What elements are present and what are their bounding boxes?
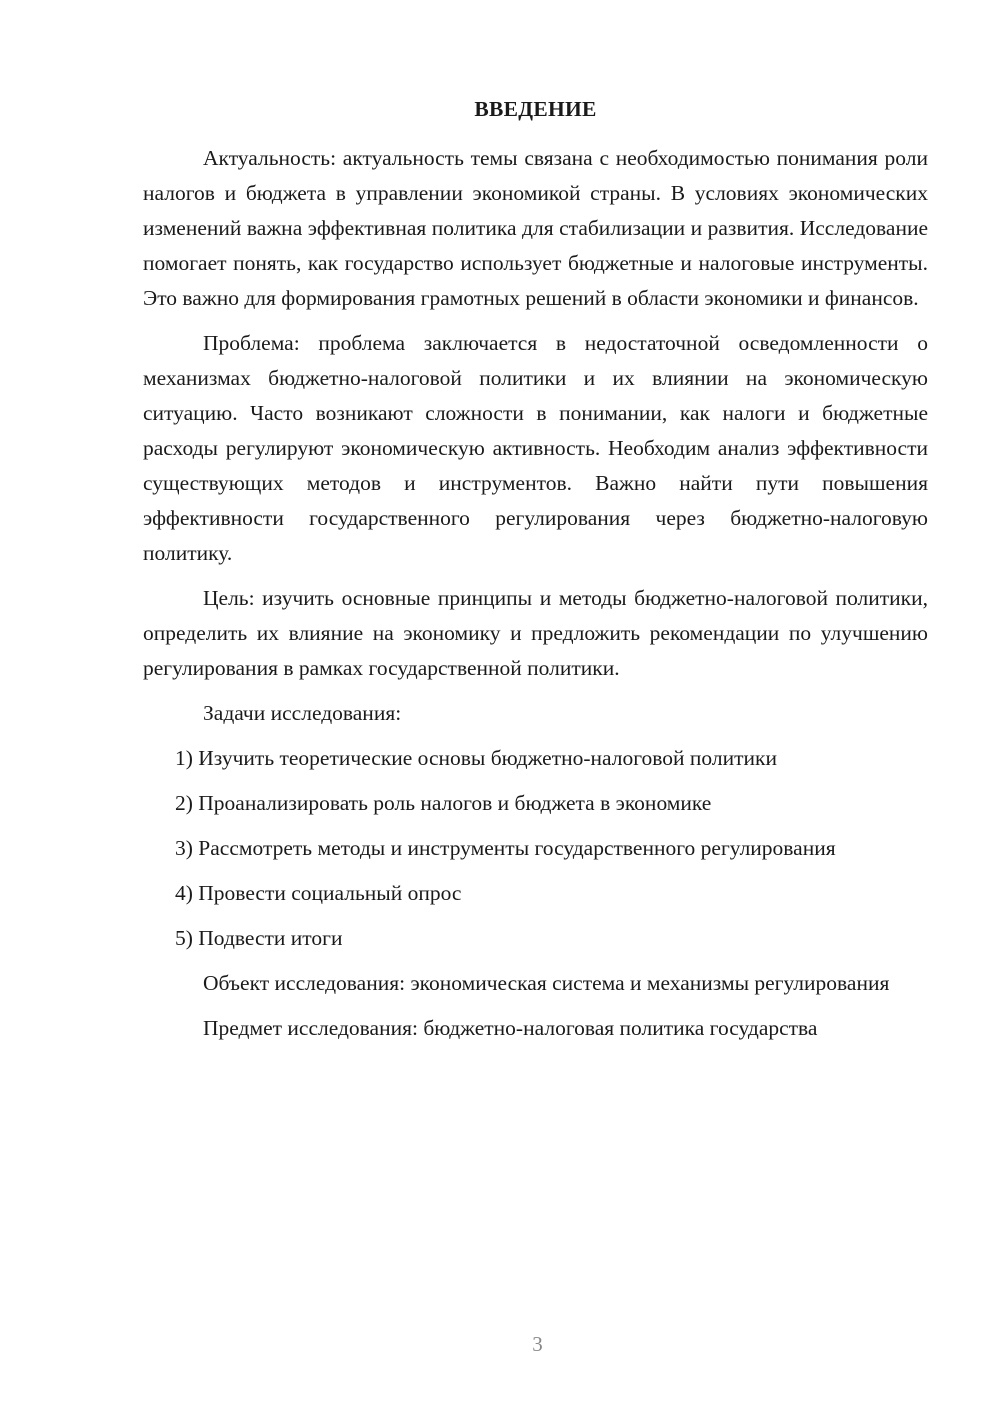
paragraph-problem: Проблема: проблема заключается в недостаточной осведомленности о механизмах бюджетно-налоговой политики и их влиянии на экономическую ситуацию. Часто возникают сложности в понимании, как налоги и бюджетные расходы регулируют экономическую активность. Необходим анализ эффективности существующих методов и инструментов. Важно найти пути повышения эффективности государственного регулирования через бюджетно-налоговую политику. xyxy=(143,331,928,565)
task-item-4: 4) Провести социальный опрос xyxy=(175,881,462,905)
paragraph-goal: Цель: изучить основные принципы и методы бюджетно-налоговой политики, определить их влияние на экономику и предложить рекомендации по улучшению регулирования в рамках государственной политики. xyxy=(143,586,928,680)
paragraph-subject: Предмет исследования: бюджетно-налоговая политика государства xyxy=(203,1016,818,1040)
paragraph-object: Объект исследования: экономическая система и механизмы регулирования xyxy=(203,971,890,995)
task-item-2: 2) Проанализировать роль налогов и бюджета в экономике xyxy=(175,791,712,815)
task-item-1: 1) Изучить теоретические основы бюджетно-налоговой политики xyxy=(175,746,777,770)
tasks-heading: Задачи исследования: xyxy=(203,701,402,725)
page-body xyxy=(143,92,928,1056)
paragraph-relevance: Актуальность: актуальность темы связана с необходимостью понимания роли налогов и бюджета в управлении экономикой страны. В условиях экономических изменений важна эффективная политика для стабилизации и развития. Исследование помогает понять, как государство использует бюджетные и налоговые инструменты. Это важно для формирования грамотных решений в области экономики и финансов. xyxy=(143,146,928,310)
task-item-5: 5) Подвести итоги xyxy=(175,926,343,950)
task-item-3: 3) Рассмотреть методы и инструменты государственного регулирования xyxy=(175,836,836,860)
page-number: 3 xyxy=(532,1332,543,1356)
page-title: ВВЕДЕНИЕ xyxy=(474,97,597,121)
